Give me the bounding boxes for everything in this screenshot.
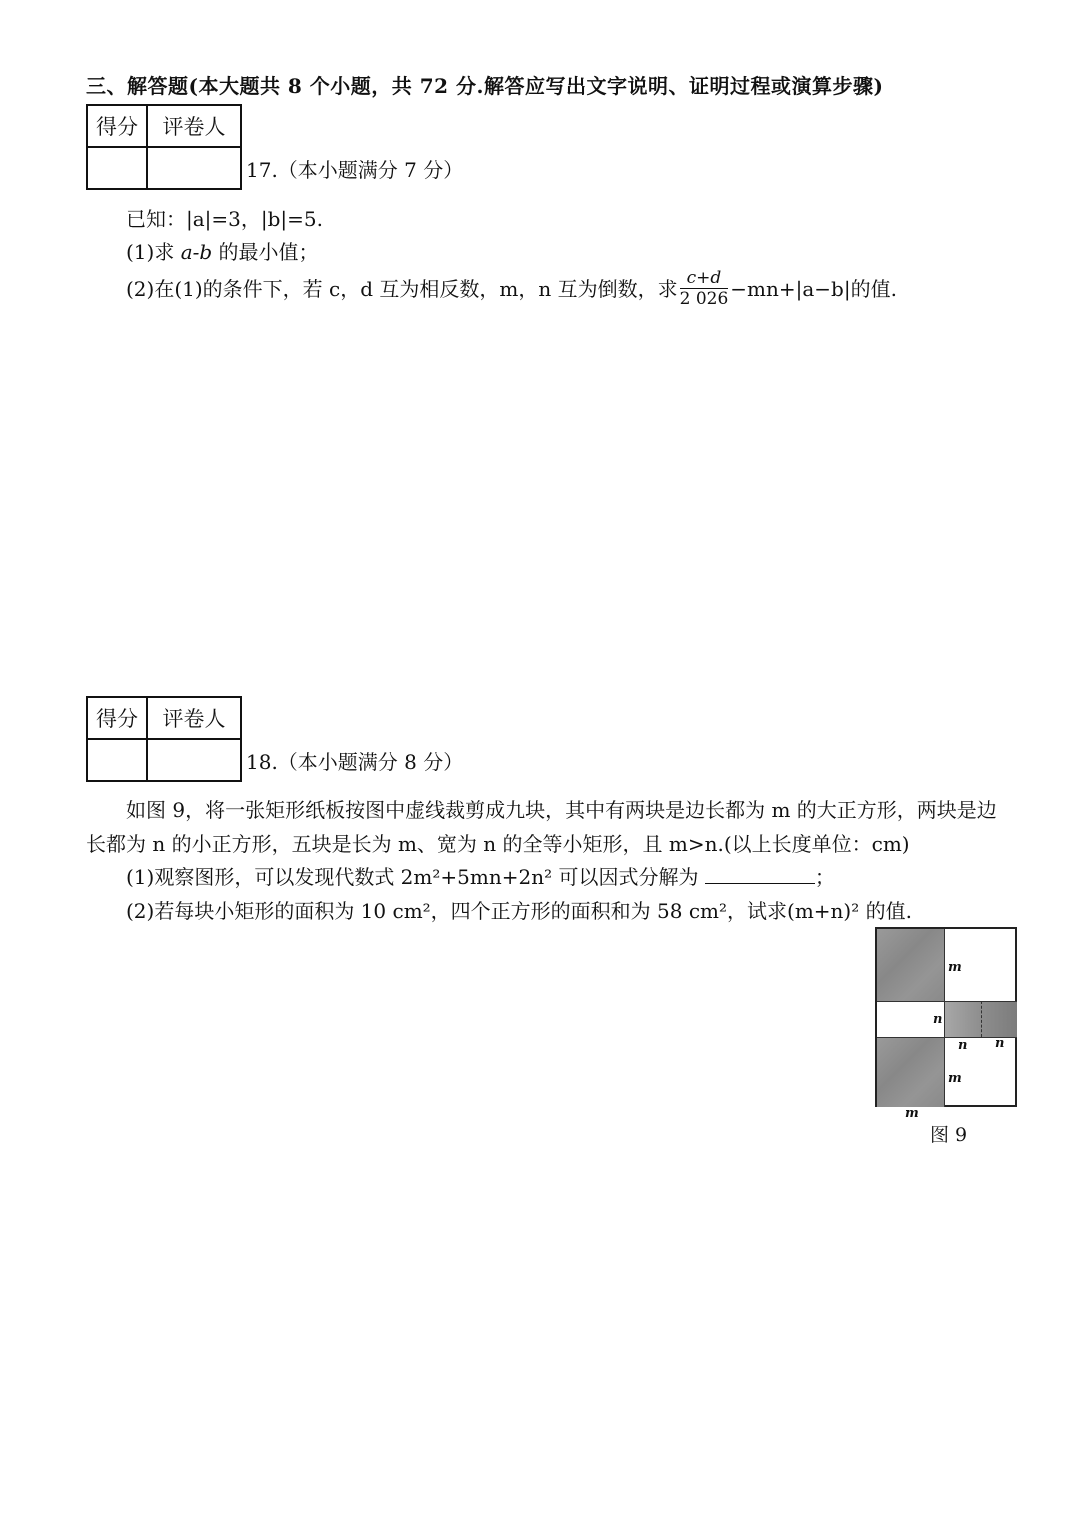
figure-label-n: n [995, 1036, 1005, 1051]
cut-line [877, 1001, 1017, 1002]
cut-line [944, 929, 945, 1107]
figure-label-m: m [948, 1071, 962, 1086]
q17-part1 [126, 236, 319, 265]
q17-part1-prefix: (1)求 [126, 240, 181, 264]
score-box-q18 [86, 696, 242, 782]
score-cell[interactable] [87, 147, 147, 189]
q18-part2: (2)若每块小矩形的面积为 10 cm²，四个正方形的面积和为 58 cm²，试求(m+n)² 的值. [126, 899, 912, 923]
q18-part1-prefix: (1)观察图形，可以发现代数式 2m²+5mn+2n² 可以因式分解为 [126, 865, 705, 889]
q17-fraction [680, 268, 729, 309]
q17-given: 已知：|a|=3，|b|=5. [126, 207, 324, 231]
q17-part2-suffix: −mn+|a−b|的值. [730, 277, 897, 301]
q18-heading: 18.（本小题满分 8 分） [246, 750, 464, 774]
answer-blank[interactable] [705, 865, 815, 884]
figure-label-m: m [905, 1106, 919, 1121]
grader-cell[interactable] [147, 739, 241, 781]
figure-label-n: n [933, 1012, 943, 1027]
q17-part2-prefix: (2)在(1)的条件下，若 c，d 互为相反数，m，n 互为倒数，求 [126, 277, 678, 301]
score-cell[interactable] [87, 739, 147, 781]
q17-heading: 17.（本小题满分 7 分） [246, 158, 464, 182]
section-title: 三、解答题(本大题共 8 个小题，共 72 分.解答应写出文字说明、证明过程或演算步骤) [86, 74, 884, 98]
score-label: 得分 [87, 697, 147, 739]
fraction-denominator: 2 026 [679, 289, 729, 309]
figure-caption: 图 9 [930, 1124, 968, 1146]
fraction-numerator: c+d [680, 268, 729, 289]
figure-label-m: m [948, 960, 962, 975]
q18-line2: 长都为 n 的小正方形，五块是长为 m、宽为 n 的全等小矩形，且 m>n.(以上长度单位：cm) [86, 832, 910, 856]
score-label: 得分 [87, 105, 147, 147]
cut-line [981, 1001, 982, 1037]
q17-part2 [126, 270, 897, 311]
q18-part1 [126, 861, 835, 890]
score-box-q17 [86, 104, 242, 190]
figure-9 [875, 927, 1017, 1107]
grader-label: 评卷人 [147, 697, 241, 739]
q18-line1: 如图 9，将一张矩形纸板按图中虚线裁剪成九块，其中有两块是边长都为 m 的大正方形，两块是边 [126, 798, 997, 822]
large-square-top [877, 929, 944, 1001]
q17-part1-expr: a-b [180, 240, 213, 264]
grader-label: 评卷人 [147, 105, 241, 147]
large-square-bottom [877, 1037, 944, 1107]
q17-part1-suffix: 的最小值； [212, 240, 319, 264]
q18-part1-suffix: ； [814, 865, 835, 889]
grader-cell[interactable] [147, 147, 241, 189]
figure-label-n: n [958, 1038, 968, 1053]
